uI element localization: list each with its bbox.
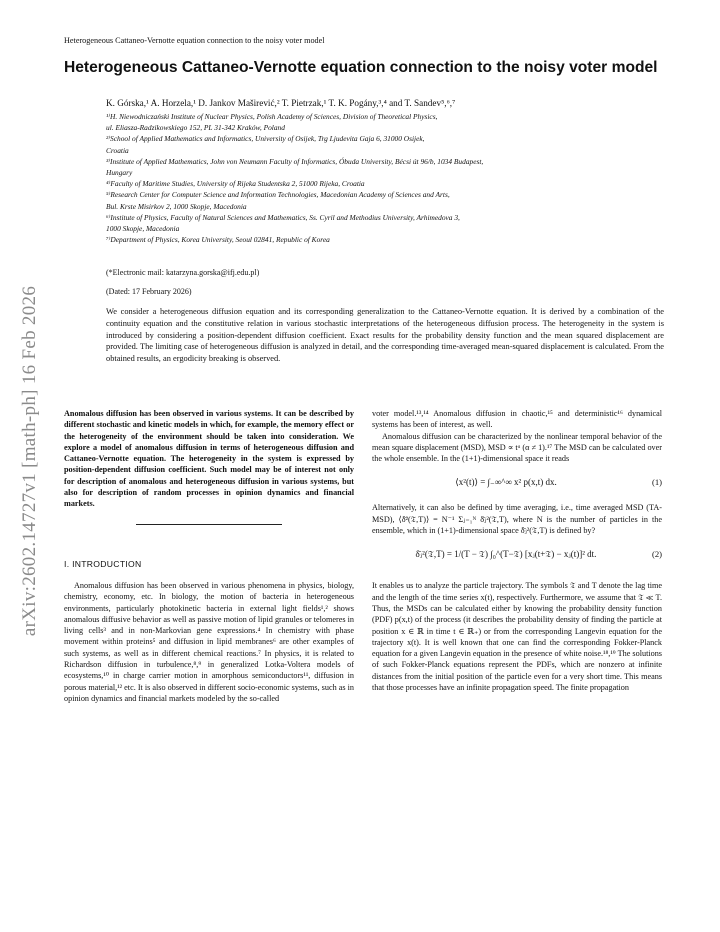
affiliation-line: ⁶⁾Institute of Physics, Faculty of Natural Sciences and Mathematics, Ss. Cyril and Methodius University, Arhimedova 3,	[106, 212, 460, 222]
equation-2-number: (2)	[651, 549, 662, 560]
date-line: (Dated: 17 February 2026)	[106, 287, 192, 296]
section-heading: I. INTRODUCTION	[64, 558, 142, 569]
equation-2	[372, 543, 662, 573]
affiliation-line: ⁴⁾Faculty of Maritime Studies, University of Rijeka Studentska 2, 51000 Rijeka, Croatia	[106, 179, 365, 189]
affiliation-line: 1000 Skopje, Macedonia	[106, 224, 180, 234]
body-paragraph: It enables us to analyze the particle trajectory. The symbols 𝔗 and T denote the lag time and the length of the time series x(t), respectively. Furthermore, we assume that 𝔗 ≪ T. Thus, the MSDs can be calculated either by knowing the probability density function (PDF) p(x,t) of the process (it describes the probability density of finding the particle at position x ∈ ℝ in time t ∈ ℝ₊) or from the corresponding Langevin equation for the trajectory x(t). It is well known that one can find the corresponding Fokker-Planck equation for a given Langevin equation in the presence of white noise.¹⁸,¹⁹ The solutions of such Fokker-Planck equations represent the PDFs, which are nonzero at infinite distances from the initial position of the particle even for a very short time. This means that those processes have an infinite propagation speed. The finite propagation	[372, 581, 662, 693]
arxiv-stamp	[8, 246, 52, 676]
affiliation-line: ²⁾School of Applied Mathematics and Informatics, University of Osijek, Trg Ljudevita Gaja 6, 31000 Osijek,	[106, 134, 425, 144]
left-column	[64, 408, 354, 704]
body-paragraph: voter model.¹³,¹⁴ Anomalous diffusion in chaotic,¹⁵ and deterministic¹⁶ dynamical systems has been of interest, as well.	[372, 409, 662, 430]
abstract: We consider a heterogeneous diffusion equation and its corresponding generalization to the Cattaneo-Vernotte equation. It is derived by a combination of the continuity equation and the constitutive relation in various stochastic interpretations of the heterogeneous diffusion process. The heterogeneity in the system is introduced by considering a position-dependent diffusion coefficient. Exact results for the probability density function and the mean squared displacement are provided. The limiting case of heterogeneous diffusion is analyzed in detail, and the corresponding time-averaged mean-squared displacement is calculated. From the obtained results, an ergodicity breaking is observed.	[106, 307, 664, 364]
running-head: Heterogeneous Cattaneo-Vernotte equation connection to the noisy voter model	[64, 36, 325, 45]
affiliation-line: Bul. Krste Misirkov 2, 1000 Skopje, Macedonia	[106, 201, 247, 211]
corresponding-email: (*Electronic mail: katarzyna.gorska@ifj.edu.pl)	[106, 268, 260, 277]
arxiv-stamp-text: arXiv:2602.14727v1 [math-ph] 16 Feb 2026	[19, 285, 41, 637]
affiliation-line: ⁷⁾Department of Physics, Korea University, Seoul 02841, Republic of Korea	[106, 235, 330, 245]
affiliation-line: ³⁾Institute of Applied Mathematics, John von Neumann Faculty of Informatics, Óbuda University, Bécsi út 96/b, 1034 Budapest,	[106, 156, 484, 166]
author-list: K. Górska,¹ A. Horzela,¹ D. Jankov Maširević,² T. Pietrzak,¹ T. K. Pogány,³,⁴ and T. Sandev⁵,⁶,⁷	[106, 98, 456, 108]
separator-rule	[136, 524, 282, 525]
body-paragraph: Anomalous diffusion can be characterized by the nonlinear temporal behavior of the mean square displacement (MSD), MSD ∝ tᵅ (α ≠ 1).¹⁷ The MSD can be calculated over the whole ensemble. In the (1+1)-dimensional space it reads	[372, 431, 662, 464]
affiliation-line: ul. Eliasza-Radzikowskiego 152, PL 31-342 Kraków, Poland	[106, 123, 285, 133]
intro-paragraph: Anomalous diffusion has been observed in various phenomena in physics, biology, chemistry, economy, etc. In biology, the motion of bacteria in heterogeneous environments, particularly photokinetic bacteria in external light fields¹,² shows anomalous diffusive behavior as well as passive motion of lipid granules or telomeres in living cells³ and in non-Markovian gene expressions.⁴ In chemistry with phase movement within proteins⁵ and diffusion in lipid membranes⁶ are other examples of such systems, as well as in different chemical reactions.⁷ In physics, it is related to Richardson diffusion in turbulence,⁸,⁹ in generalized Lotka-Voltera models of ecosystems,¹⁰ in charge carrier motion in amorphous semiconductors¹¹, diffusion in porous material,¹² etc. It is also observed in different socio-economic systems, such as in opinion dynamics and financial markets modeled by the so-called	[64, 580, 354, 703]
equation-1-body: ⟨x²(t)⟩ = ∫₋∞^∞ x² p(x,t) dx.	[455, 477, 557, 488]
affiliation-line: ⁵⁾Research Center for Computer Science and Information Technologies, Macedonian Academy of Sciences and Arts,	[106, 190, 450, 200]
body-paragraph: Alternatively, it can also be defined by time averaging, i.e., time averaged MSD (TA-MSD), ⟨δ̄²(𝔗,T)⟩ = N⁻¹ Σⱼ₌₁ᴺ δ̄ⱼ²(𝔗,T), where N is the number of particles in the ensemble, which in (1+1)-dimensional space δ̄ⱼ²(𝔗,T) is defined by?	[372, 503, 662, 536]
affiliation-line: ¹⁾H. Niewodniczański Institute of Nuclear Physics, Polish Academy of Sciences, Division of Theoretical Physics,	[106, 112, 438, 121]
paper-title: Heterogeneous Cattaneo-Vernotte equation connection to the noisy voter model	[64, 59, 658, 76]
affiliation-line: Hungary	[106, 168, 133, 178]
affiliation-list	[106, 111, 666, 245]
right-column	[372, 408, 662, 693]
equation-2-body: δ̄ⱼ²(𝔗,T) = 1/(T − 𝔗) ∫₀^(T−𝔗) [xⱼ(t+𝔗) − xⱼ(t)]² dt.	[415, 549, 597, 560]
affiliation-line: Croatia	[106, 145, 129, 155]
equation-1	[372, 471, 662, 495]
lead-paragraph: Anomalous diffusion has been observed in various systems. It can be described by different stochastic and kinetic models in which, for example, the memory effect or the heterogeneity of the environment should be taken into consideration. We explore a model of anomalous diffusion in terms of heterogeneous diffusion and Cattaneo-Vernotte equation. The heterogeneity in the system is expressed by position-dependent diffusion coefficient. Such model may be of interest not only for description of anomalous and heterogeneous diffusion in various systems, but also for description of random processes in opinion dynamics and financial markets.	[64, 409, 354, 509]
equation-1-number: (1)	[651, 477, 662, 488]
